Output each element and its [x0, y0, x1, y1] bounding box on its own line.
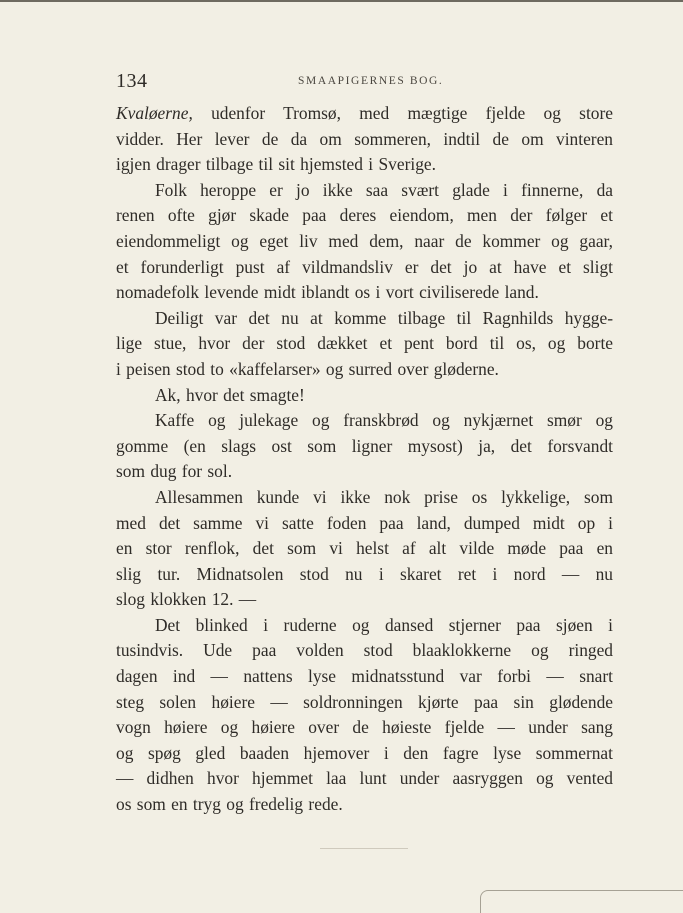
running-head: SMAAPIGERNES BOG.	[298, 75, 444, 87]
text-line: Ak, hvor det smagte!	[155, 384, 305, 405]
text-line: gomme (en slags ost som ligner mysost) ja, det forsvandt	[116, 435, 613, 456]
paragraph	[116, 408, 613, 485]
paragraph	[116, 485, 613, 613]
text-line: Det blinked i ruderne og dansed stjerner paa sjøen i	[155, 614, 613, 635]
text-line: en stor renflok, det som vi helst af alt vilde møde paa en	[116, 538, 613, 559]
text-line: tusindvis. Ude paa volden stod blaaklokkerne og ringed	[116, 640, 613, 661]
text-line: os som en tryg og fredelig rede.	[116, 794, 343, 815]
text-line: Folk heroppe er jo ikke saa svært glade i finnerne, da	[155, 179, 613, 200]
text-line: renen ofte gjør skade paa deres eiendom, men der følger et	[116, 205, 613, 226]
text-line: vidder. Her lever de da om sommeren, indtil de om vinteren	[116, 128, 613, 149]
text-line: vogn høiere og høiere over de høieste fjelde — under sang	[116, 717, 613, 738]
body-text	[116, 101, 613, 818]
text-line: i peisen stod to «kaffelarser» og surred over gløderne.	[116, 358, 499, 379]
text-line: og spøg gled baaden hjemover i den fagre lyse sommernat	[116, 742, 613, 763]
text-line: som dug for sol.	[116, 461, 233, 482]
paragraph	[116, 383, 613, 409]
text-line: Deiligt var det nu at komme tilbage til Ragnhilds hygge-	[155, 307, 613, 328]
text-line: slog klokken 12. —	[116, 589, 257, 610]
paragraph	[116, 101, 613, 178]
text-line: eiendommeligt og eget liv med dem, naar de kommer og gaar,	[116, 230, 613, 251]
text-line: lige stue, hvor der stod dækket et pent bord til os, og borte	[116, 333, 613, 354]
text-line: nomadefolk levende midt iblandt os i vort civiliserede land.	[116, 282, 539, 303]
text-line: Allesammen kunde vi ikke nok prise os lykkelige, som	[155, 486, 613, 507]
text-line: — didhen hvor hjemmet laa lunt under aasryggen og vented	[116, 768, 613, 789]
page-top-edge	[0, 0, 683, 2]
page-number: 134	[116, 70, 148, 92]
text-line: et forunderligt pust af vildmandsliv er det jo at have et sligt	[116, 256, 613, 277]
paragraph	[116, 613, 613, 818]
text-line: igjen drager tilbage til sit hjemsted i Sverige.	[116, 154, 436, 175]
footer-divider	[320, 848, 408, 849]
text-line: dagen ind — nattens lyse midnatsstund var forbi — snart	[116, 666, 613, 687]
text-line-rest: udenfor Tromsø, med mægtige fjelde og store	[192, 103, 613, 123]
paragraph	[116, 306, 613, 383]
text-line: med det samme vi satte foden paa land, dumped midt op i	[116, 512, 613, 533]
page-corner-edge	[480, 890, 683, 913]
text-line	[116, 101, 613, 127]
text-line: slig tur. Midnatsolen stod nu i skaret ret i nord — nu	[116, 563, 613, 584]
text-line: steg solen høiere — soldronningen kjørte paa sin glødende	[116, 691, 613, 712]
place-name: Kvaløerne,	[116, 103, 193, 123]
paragraph	[116, 178, 613, 306]
text-line: Kaffe og julekage og franskbrød og nykjærnet smør og	[155, 410, 613, 431]
page-header	[116, 70, 616, 96]
